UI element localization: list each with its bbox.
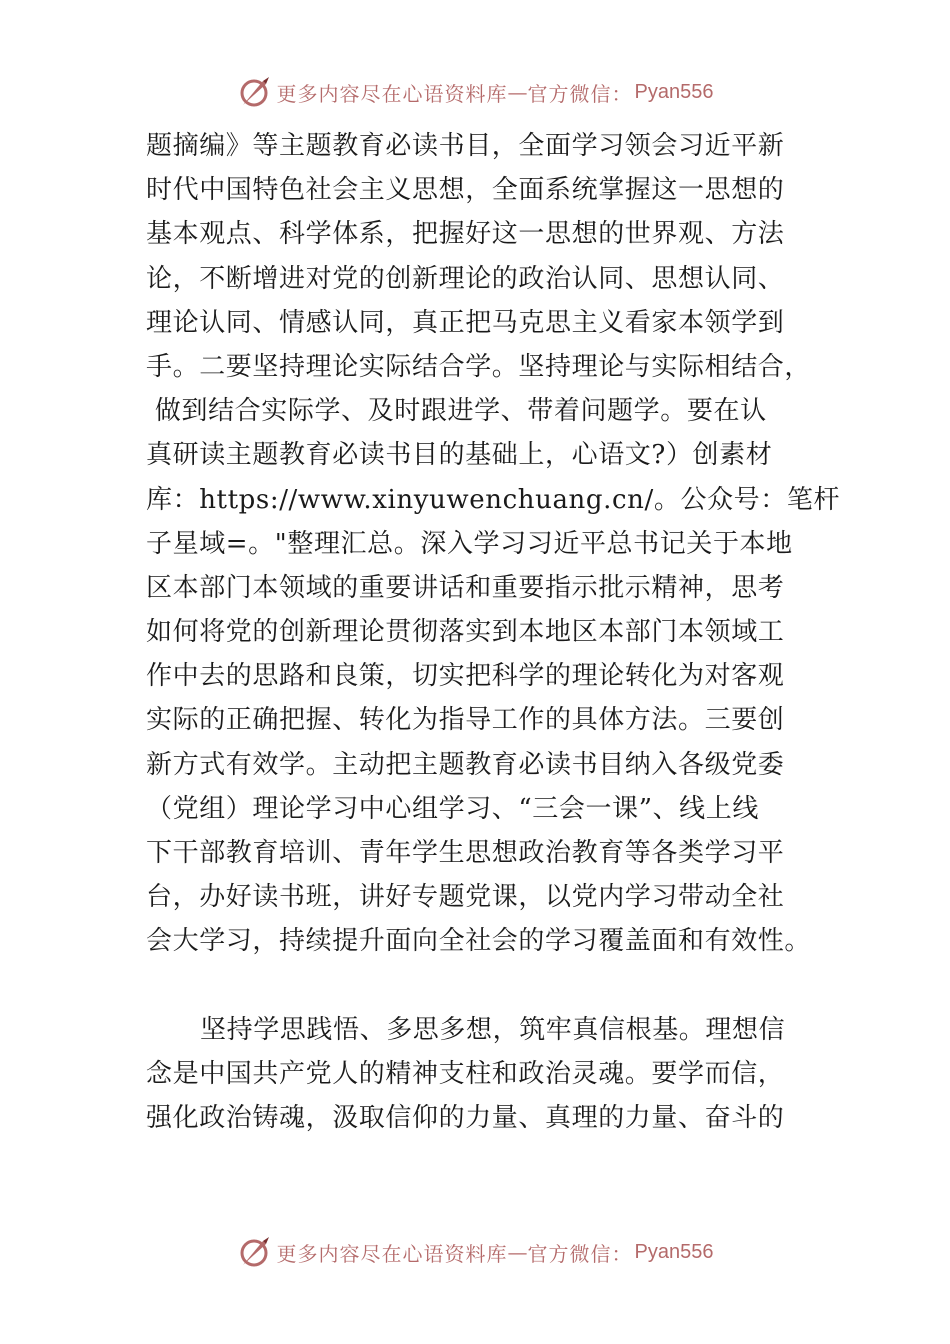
text-line: 子星域=。"整理汇总。深入学习习近平总书记关于本地 xyxy=(146,528,793,559)
header-watermark xyxy=(0,72,950,112)
text-line: 作中去的思路和良策，切实把科学的理论转化为对客观 xyxy=(146,661,785,692)
text-line: 题摘编》等主题教育必读书目，全面学习领会习近平新 xyxy=(146,131,785,161)
quill-logo-icon xyxy=(237,1235,271,1269)
text-line: 真研读主题教育必读书目的基础上，心语文?）创素材 xyxy=(146,440,773,471)
text-line: 区本部门本领域的重要讲话和重要指示批示精神，思考 xyxy=(146,572,785,603)
footer-watermark xyxy=(0,1232,950,1272)
text-line: 论，不断增进对党的创新理论的政治认同、思想认同、 xyxy=(146,263,785,294)
text-line: （党组）理论学习中心组学习、“三会一课”、线上线 xyxy=(146,793,759,824)
text-line: 新方式有效学。主动把主题教育必读书目纳入各级党委 xyxy=(146,749,785,780)
watermark-label: 官方微信： xyxy=(527,81,633,106)
text-line: 做到结合实际学、及时跟进学、带着问题学。要在认 xyxy=(146,396,767,427)
text-line: 库：https://www.xinyuwenchuang.cn/。公众号：笔杆 xyxy=(146,484,841,515)
watermark-wechat-id: Pyan556 xyxy=(634,80,714,103)
watermark-text: 更多内容尽在心语资料库 xyxy=(276,81,508,106)
watermark-label: 官方微信： xyxy=(527,1241,633,1266)
watermark-text: 更多内容尽在心语资料库 xyxy=(276,1241,508,1266)
watermark-separator: — xyxy=(507,1240,528,1264)
watermark-wechat-id: Pyan556 xyxy=(634,1240,714,1263)
text-line: 坚持学思践悟、多思多想，筑牢真信根基。理想信 xyxy=(200,1014,786,1045)
paragraph-gap xyxy=(146,964,822,1008)
text-line: 手。二要坚持理论实际结合学。坚持理论与实际相结合， xyxy=(146,351,812,382)
paragraph-1 xyxy=(146,124,841,964)
text-line: 强化政治铸魂，汲取信仰的力量、真理的力量、奋斗的 xyxy=(146,1102,785,1133)
quill-logo-icon xyxy=(237,75,271,109)
text-line: 时代中国特色社会主义思想，全面系统掌握这一思想的 xyxy=(146,175,785,206)
text-line: 下干部教育培训、青年学生思想政治教育等各类学习平 xyxy=(146,838,785,868)
watermark-separator: — xyxy=(507,80,528,104)
text-line: 念是中国共产党人的精神支柱和政治灵魂。要学而信， xyxy=(146,1058,785,1089)
text-line: 会大学习，持续提升面向全社会的学习覆盖面和有效性。 xyxy=(146,926,812,957)
text-line: 台，办好读书班，讲好专题党课，以党内学习带动全社 xyxy=(146,882,785,913)
text-line: 理论认同、情感认同，真正把马克思主义看家本领学到 xyxy=(146,307,785,338)
text-line: 实际的正确把握、转化为指导工作的具体方法。三要创 xyxy=(146,705,785,736)
text-line: 基本观点、科学体系，把握好这一思想的世界观、方法 xyxy=(146,219,785,250)
paragraph-2 xyxy=(146,1008,822,1141)
text-line: 如何将党的创新理论贯彻落实到本地区本部门本领域工 xyxy=(146,617,785,648)
document-body xyxy=(146,124,841,1140)
